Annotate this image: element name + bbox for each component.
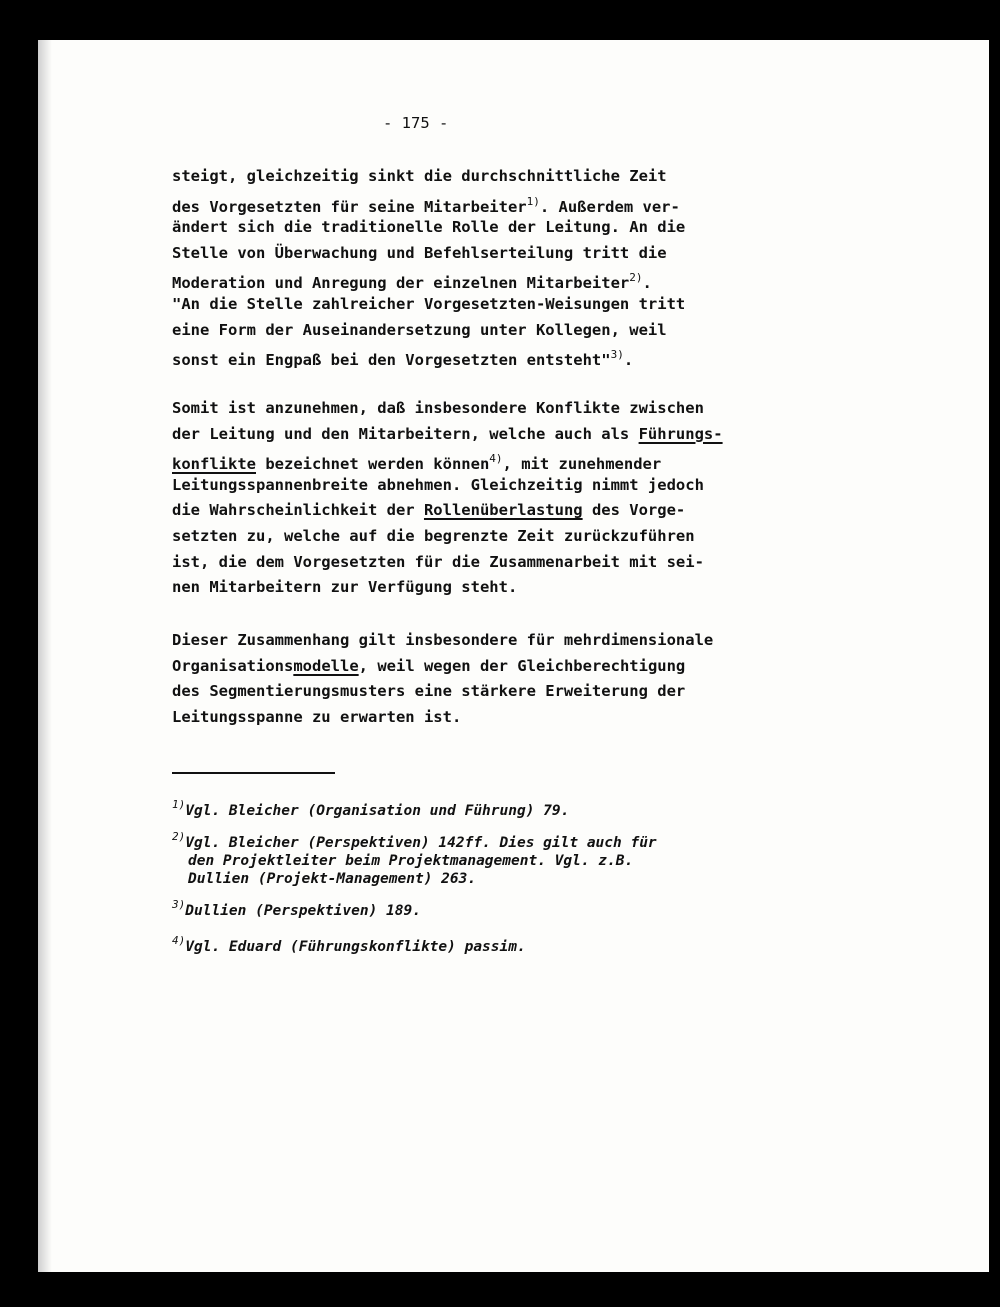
footnote-line [172,796,569,820]
footnote-mark: 2) [172,830,186,843]
text-run: nen Mitarbeitern zur Verfügung steht. [172,578,518,597]
underlined-term: konflikte [172,455,256,474]
text-line [172,577,517,597]
footnote-line [172,828,657,852]
text-run: die Wahrscheinlichkeit der [172,501,424,520]
text-run: des Vorge- [582,501,686,520]
text-line [172,630,713,650]
text-line [172,681,685,701]
footnote-reference: 1) [526,194,540,208]
text-run: . [642,274,652,293]
text-line [172,192,680,217]
text-run: "An die Stelle zahlreicher Vorgesetzten-Weisungen tritt [172,295,686,313]
footnote-line [172,896,421,920]
footnote-mark: 1) [172,798,186,811]
text-run: bezeichnet werden können [256,455,490,474]
text-line [172,268,652,293]
underlined-term: Führungs- [638,424,723,443]
text-run: der Leitung und den Mitarbeitern, welche auch als [172,424,639,443]
text-line [172,552,704,572]
text-line [172,243,667,263]
footnote-reference: 2) [629,271,643,285]
text-run: Leitungsspanne zu erwarten ist. [172,707,462,726]
text-run: steigt, gleichzeitig sinkt die durchschnittliche Zeit [172,167,667,185]
footnote-mark: 3) [172,898,186,911]
footnote [172,932,526,956]
text-run: , mit zunehmender [502,455,662,474]
footnote-mark: 4) [172,934,186,947]
footnote-line [172,870,657,888]
footnote [172,796,569,820]
underlined-term: modelle [293,656,359,675]
text-line [172,345,633,370]
text-run: eine Form der Auseinandersetzung unter Kollegen, weil [172,320,667,339]
text-run: Organisations [172,656,294,675]
underlined-term: Rollenüberlastung [423,501,583,520]
text-line [172,475,704,495]
text-line [172,526,695,546]
text-run: Dieser Zusammenhang gilt insbesondere für mehrdimensionale [172,631,714,649]
text-run: des Segmentierungsmusters eine stärkere Erweiterung der [172,682,686,701]
footnote-separator [172,772,335,774]
text-line [172,320,667,340]
text-run: Stelle von Überwachung und Befehlserteilung tritt die [172,243,667,262]
text-run: Leitungsspannenbreite abnehmen. Gleichzeitig nimmt jedoch [172,475,704,494]
text-line [172,398,704,418]
text-line [172,166,667,186]
text-line [172,500,685,520]
text-run: ist, die dem Vorgesetzten für die Zusammenarbeit mit sei- [172,552,704,571]
footnote-text: den Projektleiter beim Projektmanagement. Vgl. z.B. [188,853,634,869]
footnote-text: Vgl. Bleicher (Organisation und Führung) 79. [185,803,570,819]
footnote [172,896,421,920]
text-run: . [623,351,634,370]
text-run: Moderation und Anregung der einzelnen Mitarbeiter [172,274,630,293]
text-line [172,707,461,727]
footnote-text: Dullien (Perspektiven) 189. [185,903,421,919]
text-line [172,449,661,474]
text-run: , weil wegen der Gleichberechtigung [358,656,686,675]
footnote-reference: 3) [610,348,624,362]
text-line [172,217,685,237]
footnote-line [172,852,657,870]
page-number: - 175 - [383,114,449,132]
text-line [172,656,685,676]
footnote-text: Vgl. Eduard (Führungskonflikte) passim. [185,939,526,955]
text-run: des Vorgesetzten für seine Mitarbeiter [172,197,527,216]
text-run: sonst ein Engpaß bei den Vorgesetzten entsteht" [172,351,611,370]
footnote-line [172,932,526,956]
footnote-reference: 4) [489,452,503,466]
footnote-text: Dullien (Projekt-Management) 263. [188,871,477,887]
text-run: . Außerdem ver- [539,197,680,216]
footnote [172,828,657,888]
text-run: ändert sich die traditionelle Rolle der Leitung. An die [172,218,686,237]
text-line [172,424,723,444]
footnote-text: Vgl. Bleicher (Perspektiven) 142ff. Dies gilt auch für [185,835,657,851]
page-binding-edge [38,40,52,1272]
text-run: Somit ist anzunehmen, daß insbesondere Konflikte zwischen [172,399,704,417]
text-line [172,294,685,314]
text-run: setzten zu, welche auf die begrenzte Zeit zurückzuführen [172,527,695,545]
